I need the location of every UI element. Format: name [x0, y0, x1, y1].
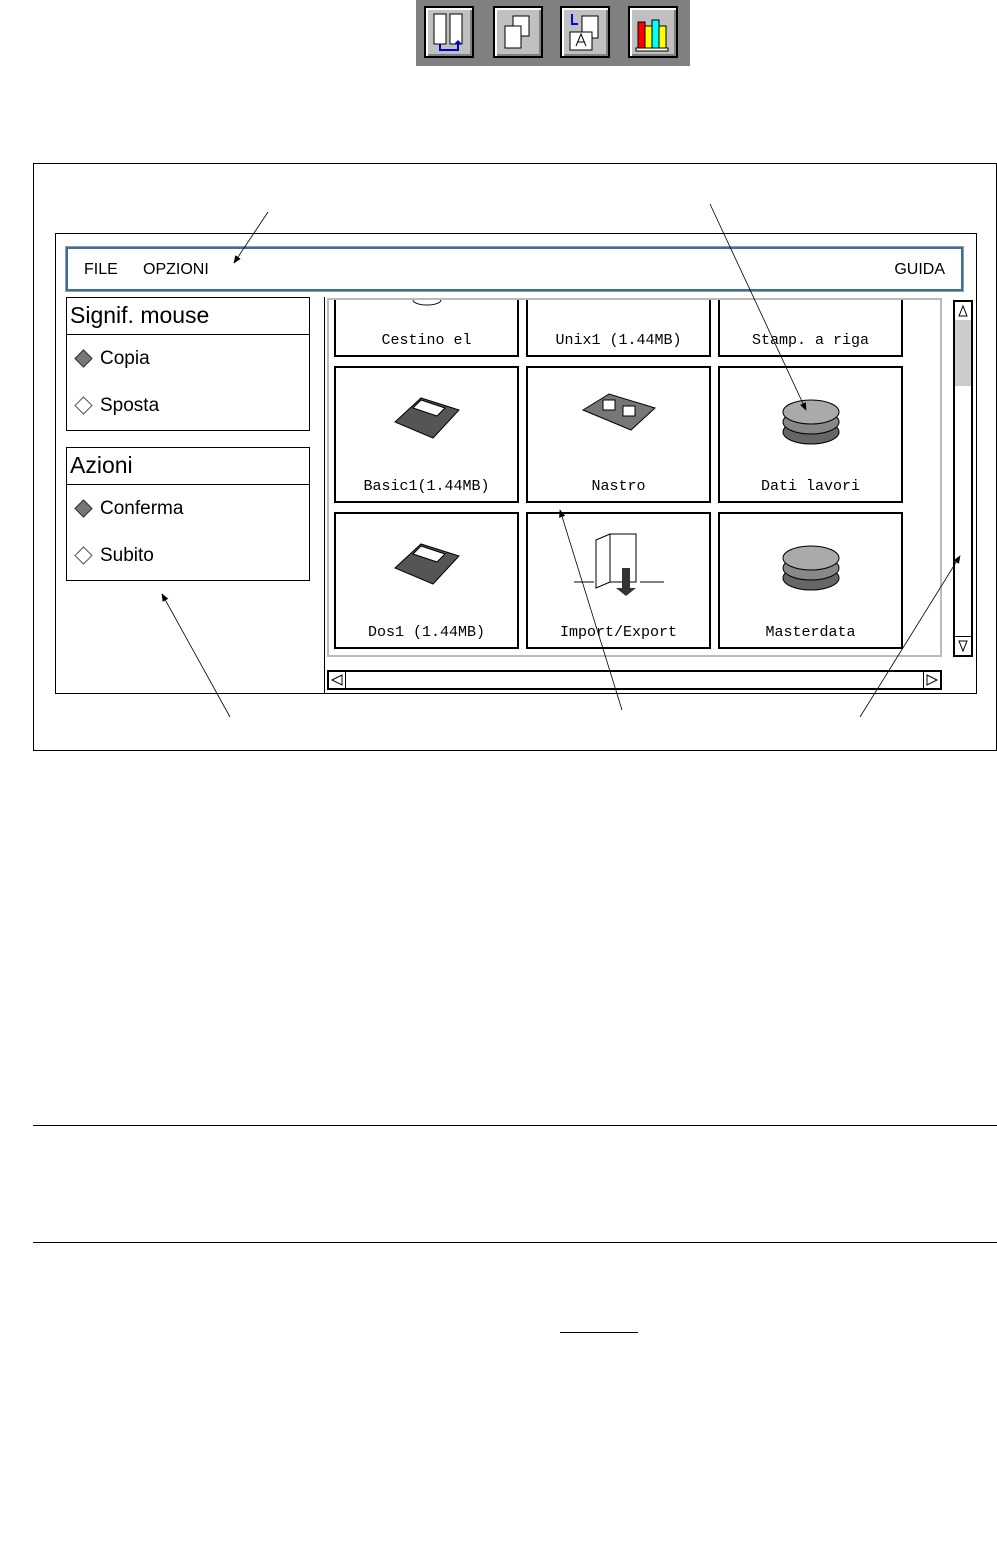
- tile-label: Unix1 (1.44MB): [555, 332, 682, 349]
- underline: [560, 1332, 638, 1333]
- callout-arrow-scrollbar: [860, 556, 960, 717]
- tile-label: Stamp. a riga: [751, 332, 870, 349]
- menu-options[interactable]: OPZIONI: [143, 261, 209, 278]
- tile-label: Import/Export: [559, 624, 678, 641]
- tile-label: Basic1(1.44MB): [363, 478, 490, 495]
- tile-label: Masterdata: [765, 624, 856, 641]
- callout-arrow-icon: [710, 204, 806, 410]
- tile-label: Dos1 (1.44MB): [367, 624, 486, 641]
- menu-file[interactable]: FILE: [84, 261, 118, 278]
- radio-sposta-label: Sposta: [100, 394, 160, 416]
- actions-group-title: Azioni: [67, 448, 309, 485]
- tile-label: Cestino el: [381, 332, 472, 349]
- menu-help[interactable]: GUIDA: [894, 261, 945, 278]
- radio-subito-label: Subito: [100, 544, 154, 566]
- callout-arrow-options-panel: [162, 594, 230, 717]
- callout-arrow-menubar: [234, 212, 268, 263]
- callout-arrow-tile: [560, 510, 622, 710]
- callout-arrows: [0, 0, 997, 760]
- tile-label: Dati lavori: [760, 478, 861, 495]
- radio-copia-label: Copia: [100, 347, 150, 369]
- rule: [33, 1125, 997, 1126]
- rule: [33, 1242, 997, 1243]
- radio-conferma-label: Conferma: [100, 497, 184, 519]
- tile-label: Nastro: [591, 478, 646, 495]
- mouse-group-title: Signif. mouse: [67, 298, 309, 335]
